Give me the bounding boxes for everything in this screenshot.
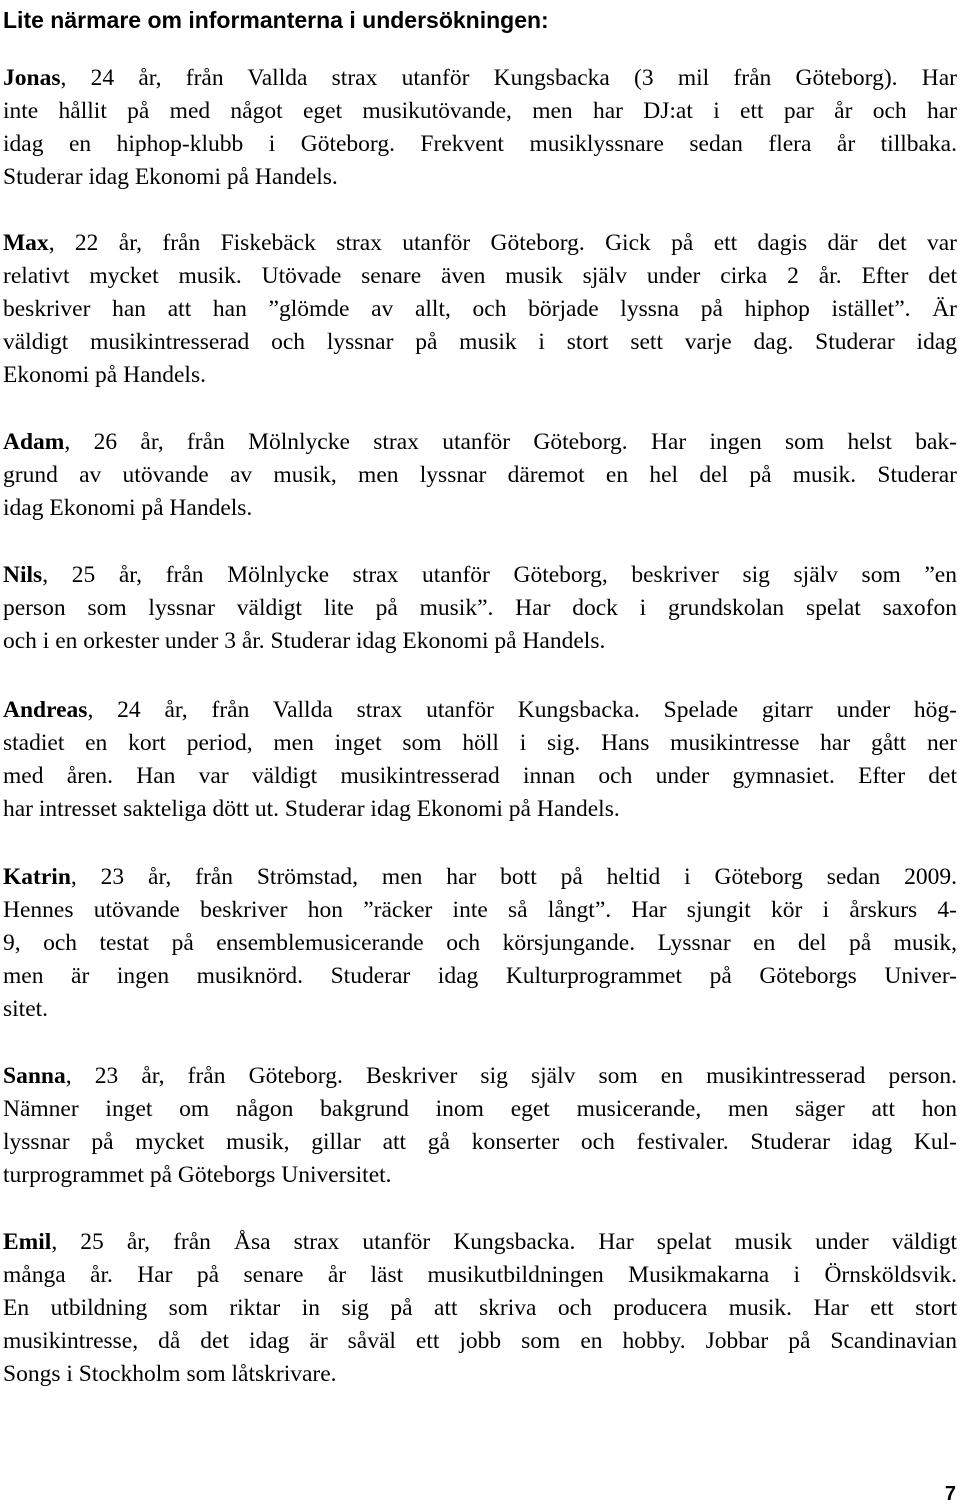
- paragraph-line: Hennes utövande beskriver hon ”räcker inte så långt”. Har sjungit kör i årskurs 4-: [3, 896, 957, 923]
- paragraph-line: musikintresse, då det idag är såväl ett jobb som en hobby. Jobbar på Scandinavian: [3, 1327, 957, 1354]
- paragraph-line: [3, 694, 957, 727]
- paragraph-line: idag Ekonomi på Handels.: [3, 494, 253, 521]
- paragraph-line: grund av utövande av musik, men lyssnar däremot en hel del på musik. Studerar: [3, 461, 957, 488]
- informant-paragraph-max: [3, 227, 957, 391]
- paragraph-line: turprogrammet på Göteborgs Universitet.: [3, 1161, 392, 1188]
- informant-description: , 24 år, från Vallda strax utanför Kungsbacka. Spelade gitarr under hög-: [87, 697, 957, 723]
- paragraph-line: person som lyssnar väldigt lite på musik”. Har dock i grundskolan spelat saxofon: [3, 594, 957, 621]
- paragraph-line: stadiet en kort period, men inget som höll i sig. Hans musikintresse har gått ner: [3, 729, 957, 756]
- informant-description: , 24 år, från Vallda strax utanför Kungsbacka (3 mil från Göteborg). Har: [60, 65, 957, 91]
- informant-name: Katrin: [3, 864, 71, 890]
- paragraph-line: idag en hiphop-klubb i Göteborg. Frekvent musiklyssnare sedan flera år tillbaka.: [3, 130, 957, 157]
- paragraph-line: Ekonomi på Handels.: [3, 361, 206, 388]
- informant-paragraph-nils: [3, 559, 957, 658]
- informant-description: , 22 år, från Fiskebäck strax utanför Göteborg. Gick på ett dagis där det var: [48, 230, 957, 256]
- paragraph-line: inte hållit på med något eget musikutövande, men har DJ:at i ett par år och har: [3, 97, 957, 124]
- paragraph-line: [3, 227, 957, 260]
- informant-paragraph-andreas: [3, 694, 957, 826]
- informant-description: , 26 år, från Mölnlycke strax utanför Göteborg. Har ingen som helst bak-: [64, 429, 957, 455]
- informant-name: Emil: [3, 1229, 52, 1255]
- informant-name: Max: [3, 230, 49, 256]
- paragraph-line: 9, och testat på ensemblemusicerande och körsjungande. Lyssnar en del på musik,: [3, 929, 957, 956]
- informant-paragraph-sanna: [3, 1060, 957, 1192]
- informant-paragraph-emil: [3, 1226, 957, 1390]
- informant-name: Andreas: [3, 697, 88, 723]
- paragraph-line: [3, 1060, 957, 1093]
- informant-name: Adam: [3, 429, 65, 455]
- paragraph-line: med åren. Han var väldigt musikintresserad innan och under gymnasiet. Efter det: [3, 762, 957, 789]
- informant-description: , 25 år, från Mölnlycke strax utanför Göteborg, beskriver sig själv som ”en: [42, 562, 957, 588]
- informant-description: , 25 år, från Åsa strax utanför Kungsbacka. Har spelat musik under väldigt: [51, 1229, 957, 1255]
- paragraph-line: lyssnar på mycket musik, gillar att gå konserter och festivaler. Studerar idag Kul-: [3, 1128, 957, 1155]
- paragraph-line: En utbildning som riktar in sig på att skriva och producera musik. Har ett stort: [3, 1294, 957, 1321]
- paragraph-line: väldigt musikintresserad och lyssnar på musik i stort sett varje dag. Studerar idag: [3, 328, 957, 355]
- informant-name: Nils: [3, 562, 43, 588]
- paragraph-line: [3, 861, 957, 894]
- paragraph-line: [3, 1226, 957, 1259]
- paragraph-line: många år. Har på senare år läst musikutbildningen Musikmakarna i Örnsköldsvik.: [3, 1261, 957, 1288]
- informant-paragraph-katrin: [3, 861, 957, 1025]
- paragraph-line: [3, 559, 957, 592]
- paragraph-line: och i en orkester under 3 år. Studerar idag Ekonomi på Handels.: [3, 627, 606, 654]
- paragraph-line: Nämner inget om någon bakgrund inom eget musicerande, men säger att hon: [3, 1095, 957, 1122]
- informant-description: , 23 år, från Göteborg. Beskriver sig själv som en musikintresserad person.: [65, 1063, 957, 1089]
- informant-name: Sanna: [3, 1063, 66, 1089]
- informant-description: , 23 år, från Strömstad, men har bott på heltid i Göteborg sedan 2009.: [70, 864, 957, 890]
- paragraph-line: [3, 426, 957, 459]
- paragraph-line: men är ingen musiknörd. Studerar idag Kulturprogrammet på Göteborgs Univer-: [3, 962, 957, 989]
- paragraph-line: beskriver han att han ”glömde av allt, och började lyssna på hiphop istället”. Är: [3, 295, 957, 322]
- page-number: 7: [944, 1483, 956, 1505]
- paragraph-line: sitet.: [3, 995, 49, 1022]
- paragraph-line: har intresset sakteliga dött ut. Studerar idag Ekonomi på Handels.: [3, 795, 620, 822]
- informant-name: Jonas: [3, 65, 61, 91]
- paragraph-line: Studerar idag Ekonomi på Handels.: [3, 163, 338, 190]
- paragraph-line: Songs i Stockholm som låtskrivare.: [3, 1360, 337, 1387]
- informant-paragraph-jonas: [3, 62, 957, 194]
- informant-paragraph-adam: [3, 426, 957, 525]
- section-heading: Lite närmare om informanterna i undersökningen:: [3, 7, 549, 33]
- paragraph-line: [3, 62, 957, 95]
- paragraph-line: relativt mycket musik. Utövade senare även musik själv under cirka 2 år. Efter det: [3, 262, 957, 289]
